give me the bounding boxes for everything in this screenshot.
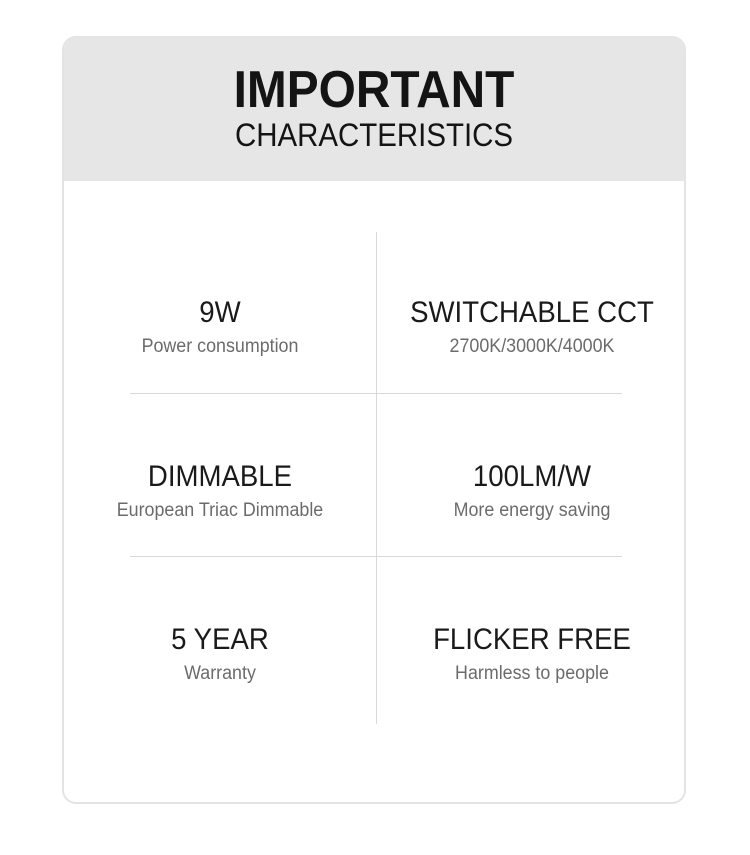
card-header [64,38,684,181]
page-title: IMPORTANT [233,61,515,119]
feature-description: 2700K/3000K/4000K [449,336,615,357]
feature-description: More energy saving [453,500,611,521]
feature-description: European Triac Dimmable [116,500,324,521]
feature-power [64,296,376,358]
feature-warranty [64,623,376,685]
feature-cct [376,296,686,358]
feature-title: 9W [199,296,241,329]
page-subtitle: CHARACTERISTICS [234,117,514,153]
feature-title: 100LM/W [472,460,592,493]
feature-title: DIMMABLE [147,460,293,493]
feature-flicker-free [376,623,686,685]
feature-title: SWITCHABLE CCT [410,296,654,329]
characteristics-card [62,36,686,804]
horizontal-divider-1 [130,393,622,394]
feature-dimmable [64,460,376,522]
feature-description: Harmless to people [455,663,609,684]
feature-description: Power consumption [141,336,299,357]
horizontal-divider-2 [130,556,622,557]
feature-description: Warranty [184,663,256,684]
feature-title: 5 YEAR [171,623,269,656]
feature-title: FLICKER FREE [433,623,631,656]
feature-efficiency [376,460,686,522]
